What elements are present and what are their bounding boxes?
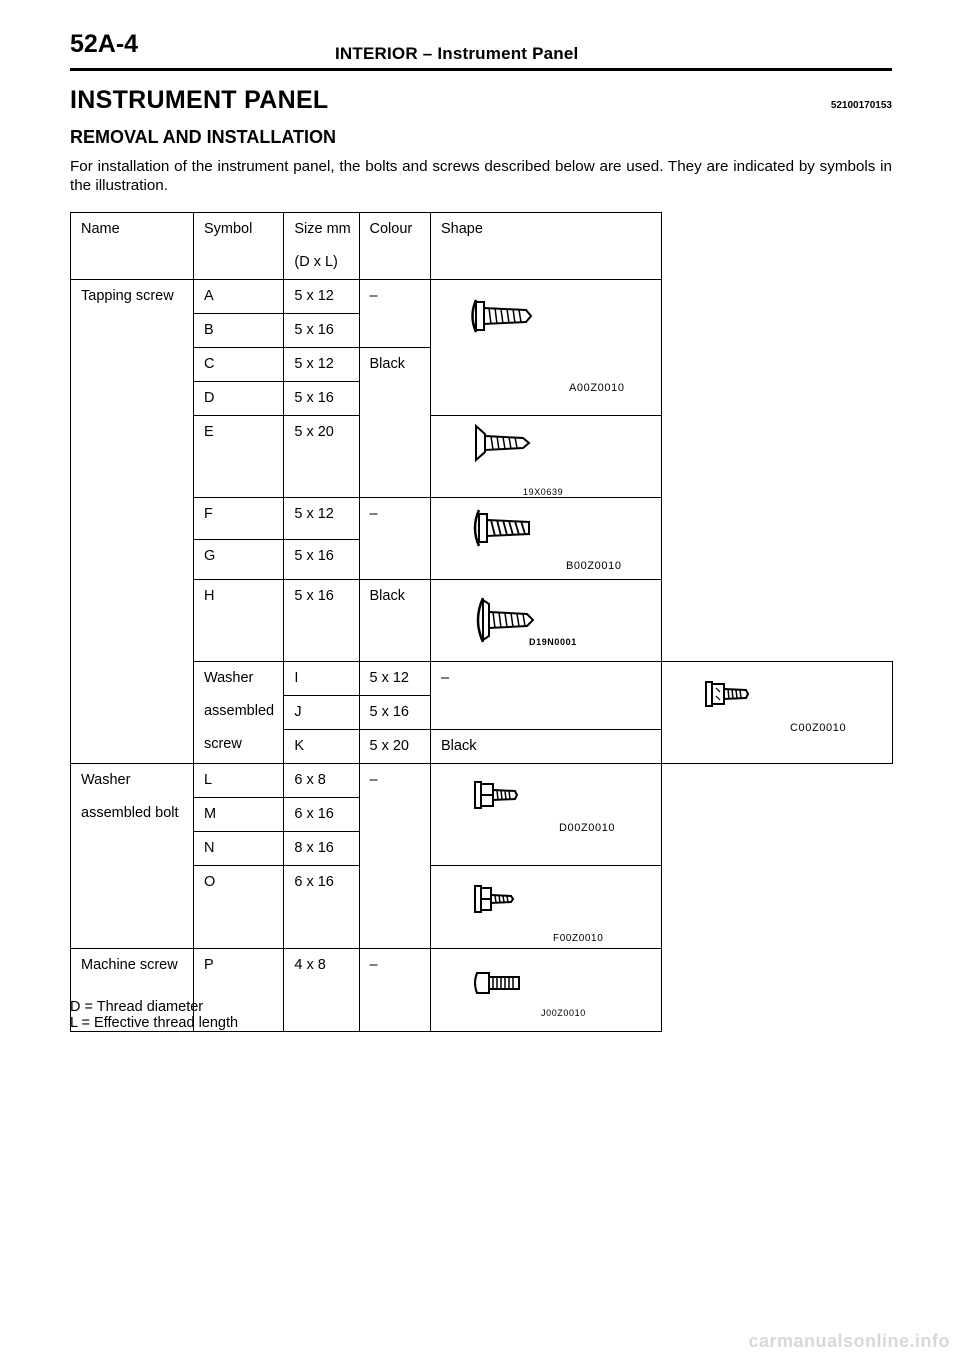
- size-cell: 5 x 16: [359, 696, 430, 730]
- table-row: [71, 280, 893, 314]
- size-cell: 8 x 16: [284, 832, 359, 866]
- symbol-cell: D: [193, 382, 283, 416]
- symbol-cell: F: [193, 498, 283, 540]
- symbol-cell: O: [193, 866, 283, 949]
- name-machine-screw: Machine screw: [71, 949, 194, 1032]
- size-cell: 5 x 20: [284, 416, 359, 498]
- shape-cell: [662, 662, 893, 764]
- figure-code: C00Z0010: [790, 722, 847, 734]
- table-row: [71, 498, 893, 540]
- colour-cell: Black: [359, 348, 430, 498]
- table-row: [71, 416, 893, 498]
- shape-cell: [430, 280, 661, 416]
- name-washer-assembled-bolt: Washer assembled bolt: [71, 764, 194, 949]
- colour-cell: –: [359, 764, 430, 949]
- symbol-cell: H: [193, 580, 283, 662]
- shape-cell: [430, 866, 661, 949]
- table-row: [71, 580, 893, 662]
- intro-paragraph: For installation of the instrument panel, the bolts and screws described below are used. They are indicated by symbols in the illustration.: [70, 158, 892, 194]
- size-cell: 5 x 20: [359, 730, 430, 764]
- figure-code: J00Z0010: [540, 1008, 586, 1018]
- figure-code: F00Z0010: [552, 933, 604, 944]
- footnote-d: D = Thread diameter: [70, 999, 204, 1015]
- symbol-cell: I: [284, 662, 359, 696]
- header-colour: Colour: [359, 213, 430, 280]
- tapping-screw-washer-head-icon: [431, 498, 661, 579]
- section-ref-code: 52100170153: [830, 100, 892, 111]
- table-row: [71, 662, 893, 696]
- size-cell: 5 x 16: [284, 314, 359, 348]
- size-cell: 5 x 12: [284, 280, 359, 314]
- symbol-cell: M: [193, 798, 283, 832]
- footnotes: [70, 999, 238, 1031]
- symbol-cell: K: [284, 730, 359, 764]
- symbol-cell: A: [193, 280, 283, 314]
- colour-cell: –: [359, 280, 430, 348]
- size-cell: 6 x 8: [284, 764, 359, 798]
- figure-code: A00Z0010: [568, 382, 625, 394]
- header-shape: Shape: [430, 213, 661, 280]
- table-header-row: [71, 213, 893, 280]
- symbol-cell: L: [193, 764, 283, 798]
- size-cell: 5 x 16: [284, 539, 359, 580]
- size-cell: 4 x 8: [284, 949, 359, 1032]
- colour-cell: Black: [359, 580, 430, 662]
- figure-code: D00Z0010: [558, 822, 616, 834]
- table-row: [71, 764, 893, 798]
- shape-cell: [430, 416, 661, 498]
- size-cell: 6 x 16: [284, 798, 359, 832]
- name-washer-assembled-screw: Washer assembled screw: [193, 662, 283, 764]
- size-cell: 5 x 12: [284, 348, 359, 382]
- size-cell: 5 x 12: [284, 498, 359, 540]
- header-name: Name: [71, 213, 194, 280]
- section-title: INSTRUMENT PANEL: [70, 86, 329, 114]
- colour-cell: Black: [430, 730, 661, 764]
- figure-code: 19X0639: [522, 487, 564, 497]
- figure-code: D19N0001: [528, 637, 577, 647]
- subsection-title: REMOVAL AND INSTALLATION: [70, 127, 336, 147]
- symbol-cell: G: [193, 539, 283, 580]
- shape-cell: [430, 580, 661, 662]
- tapping-screw-pan-head-icon: [431, 280, 661, 412]
- page-section-code: 52A-4: [70, 30, 139, 58]
- hex-flange-bolt-icon: [431, 866, 661, 948]
- washer-assembled-screw-icon: [662, 662, 892, 761]
- shape-cell: [430, 498, 661, 580]
- header-size: Size mm (D x L): [284, 213, 359, 280]
- page-header-title: INTERIOR – Instrument Panel: [335, 44, 579, 63]
- footnote-l: L = Effective thread length: [70, 1015, 239, 1031]
- name-tapping-screw: Tapping screw: [71, 280, 194, 764]
- colour-cell: –: [430, 662, 661, 730]
- symbol-cell: P: [193, 949, 283, 1032]
- size-cell: 5 x 16: [284, 580, 359, 662]
- size-cell: 6 x 16: [284, 866, 359, 949]
- shape-cell: [430, 764, 661, 866]
- symbol-cell: E: [193, 416, 283, 498]
- symbol-cell: J: [284, 696, 359, 730]
- size-cell: 5 x 12: [359, 662, 430, 696]
- symbol-cell: C: [193, 348, 283, 382]
- washer-assembled-bolt-icon: [431, 764, 661, 863]
- header-symbol: Symbol: [193, 213, 283, 280]
- colour-cell: –: [359, 498, 430, 580]
- symbol-cell: B: [193, 314, 283, 348]
- colour-cell: –: [359, 949, 430, 1032]
- table-row: [71, 866, 893, 949]
- watermark-text: carmanualsonline.info: [748, 1331, 950, 1351]
- symbol-cell: N: [193, 832, 283, 866]
- header-rule: [70, 68, 892, 71]
- fastener-table: [70, 212, 893, 1032]
- shape-cell: [430, 949, 661, 1032]
- size-cell: 5 x 16: [284, 382, 359, 416]
- figure-code: B00Z0010: [565, 560, 622, 572]
